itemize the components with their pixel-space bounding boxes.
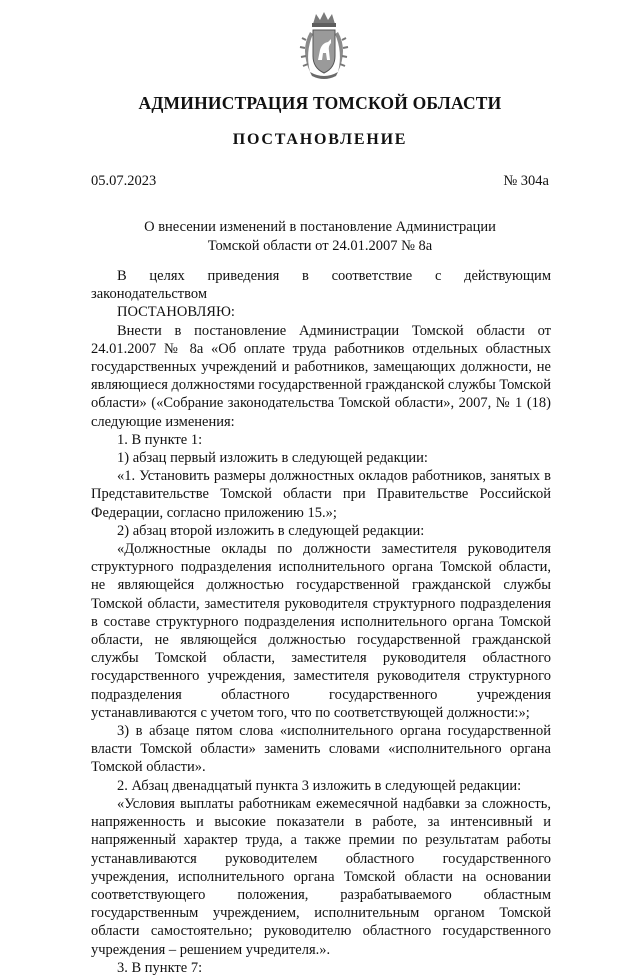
paragraph: Внести в постановление Администрации Томской области от 24.01.2007 № 8а «Об оплате труда работников отдельных областных государственных учреждений и работников, замещающих должности, не являющиеся должностями государственной гражданской службы Томской области» («Собрание законодательства Томской области», 2007, № 1 (18) следующие изменения: — [91, 322, 551, 430]
paragraph: 1) абзац первый изложить в следующей редакции: — [117, 450, 428, 467]
paragraph: 2) абзац второй изложить в следующей редакции: — [117, 522, 425, 539]
subject-line: Томской области от 24.01.2007 № 8а — [207, 237, 433, 254]
document-number: № 304а — [503, 173, 549, 189]
paragraph: 3) в абзаце пятом слова «исполнительного органа государственной власти Томской области» заменить словами «исполнительного органа Томской области». — [91, 723, 551, 776]
paragraph: «1. Установить размеры должностных окладов работников, занятых в Представительстве Томской области при Правительстве Российской Федерации, согласно приложению 15.»; — [91, 468, 551, 521]
paragraph: «Условия выплаты работникам ежемесячной надбавки за сложность, напряженность и высокие показатели в работе, за интенсивный и напряженный характер труда, а также премии по результатам работы устанавливаются руководителем областного государственного учреждения, исполнительного органа Томской области на основании соответствующего положения, разрабатываемого областным государственным учреждением, исполнительным органом Томской области самостоятельно; руководителю областного государственного учреждения – решением учредителя.». — [91, 795, 551, 958]
coat-of-arms-icon — [296, 10, 352, 80]
resolve-heading: ПОСТАНОВЛЯЮ: — [117, 304, 235, 321]
paragraph: «Должностные оклады по должности заместителя руководителя структурного подразделения исполнительного органа Томской области, не являющейся должностью государственной гражданской службы Томской области, заместителя руководителя структурного подразделения в составе структурного подразделения исполнительного органа Томской области, не являющейся должностью государственной гражданской службы Томской области, заместителя руководителя областного государственного учреждения, заместителя руководителя структурного подразделения областного государственного учреждения устанавливаются с учетом того, что по соответствующей должности:»; — [91, 541, 551, 721]
paragraph: 1. В пункте 1: — [117, 431, 203, 448]
document-date: 05.07.2023 — [91, 173, 157, 189]
preamble: В целях приведения в соответствие с действующим законодательством — [91, 268, 551, 303]
organization-title: АДМИНИСТРАЦИЯ ТОМСКОЙ ОБЛАСТИ — [138, 93, 502, 113]
paragraph: 2. Абзац двенадцатый пункта 3 изложить в следующей редакции: — [117, 777, 522, 794]
document-subject — [100, 218, 540, 255]
paragraph: 3. В пункте 7: — [117, 959, 203, 976]
subject-line: О внесении изменений в постановление Администрации — [144, 219, 496, 235]
document-body — [91, 267, 551, 977]
document-type: ПОСТАНОВЛЕНИЕ — [232, 131, 408, 148]
